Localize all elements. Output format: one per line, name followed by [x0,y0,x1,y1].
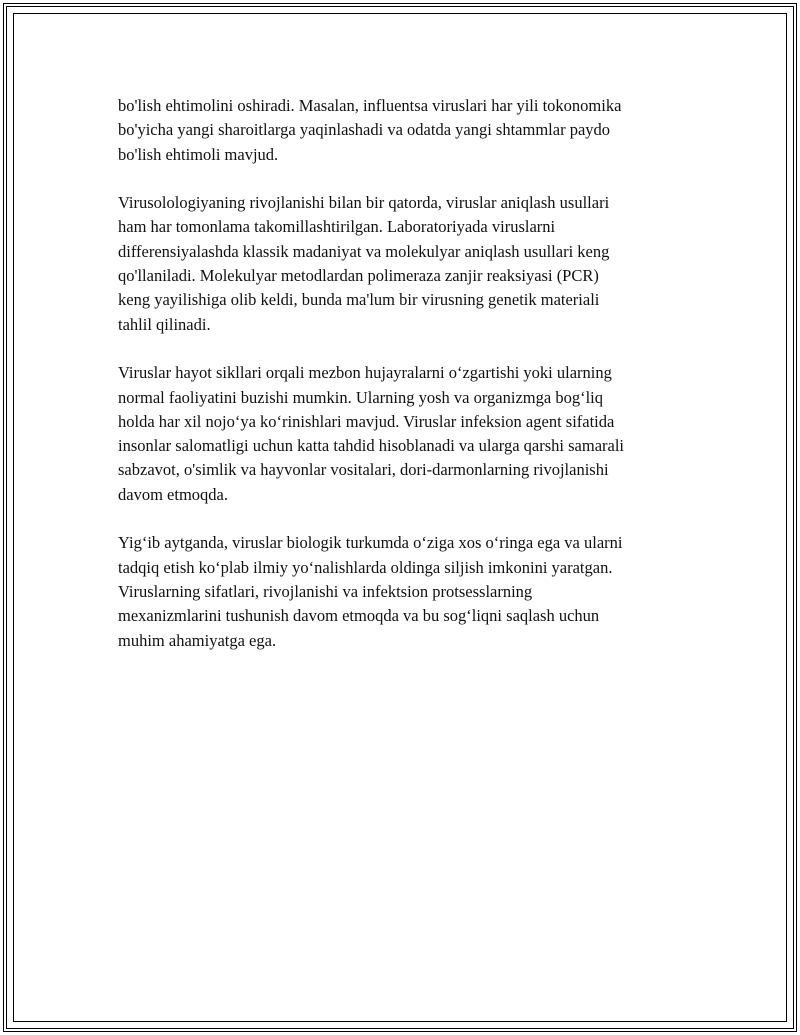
text-line: tadqiq etish ko‘plab ilmiy yo‘nalishlarda oldinga siljish imkonini yaratgan. [118,557,613,577]
text-line: mexanizmlarini tushunish davom etmoqda va bu sog‘liqni saqlash uchun [118,606,600,626]
text-line: keng yayilishiga olib keldi, bunda ma'lum bir virusning genetik materiali [118,290,600,310]
text-line: qo'llaniladi. Molekulyar metodlardan polimeraza zanjir reaksiyasi (PCR) [118,266,599,286]
text-line: holda har xil nojo‘ya ko‘rinishlari mavjud. Viruslar infeksion agent sifatida [118,411,615,431]
text-line: bo'yicha yangi sharoitlarga yaqinlashadi va odatda yangi shtammlar paydo [118,120,611,140]
text-line: sabzavot, o'simlik va hayvonlar vositalari, dori-darmonlarning rivojlanishi [118,460,609,480]
text-line: Virusolologiyaning rivojlanishi bilan bir qatorda, viruslar aniqlash usullari [118,193,610,213]
text-line: Viruslarning sifatlari, rivojlanishi va infektsion protsesslarning [118,581,533,601]
text-line: muhim ahamiyatga ega. [118,630,277,650]
text-line: davom etmoqda. [118,484,228,504]
text-line: Yig‘ib aytganda, viruslar biologik turkumda o‘ziga xos o‘ringa ega va ularni [118,533,623,553]
text-line: bo'lish ehtimoli mavjud. [118,144,279,164]
text-line: differensiyalashda klassik madaniyat va molekulyar aniqlash usullari keng [118,241,610,261]
paragraph-4 [118,531,698,652]
text-line: bo'lish ehtimolini oshiradi. Masalan, influentsa viruslari har yili tokonomika [118,96,622,115]
text-line: tahlil qilinadi. [118,314,211,334]
document-body [118,94,698,677]
paragraph-2 [118,191,698,337]
text-line: normal faoliyatini buzishi mumkin. Ularning yosh va organizmga bog‘liq [118,387,603,407]
text-line: insonlar salomatligi uchun katta tahdid hisoblanadi va ularga qarshi samarali [118,436,625,456]
text-line: ham har tomonlama takomillashtirilgan. Laboratoriyada viruslarni [118,217,556,237]
paragraph-3 [118,361,698,507]
paragraph-1 [118,94,698,167]
text-line: Viruslar hayot sikllari orqali mezbon hujayralarni o‘zgartishi yoki ularning [118,363,612,383]
